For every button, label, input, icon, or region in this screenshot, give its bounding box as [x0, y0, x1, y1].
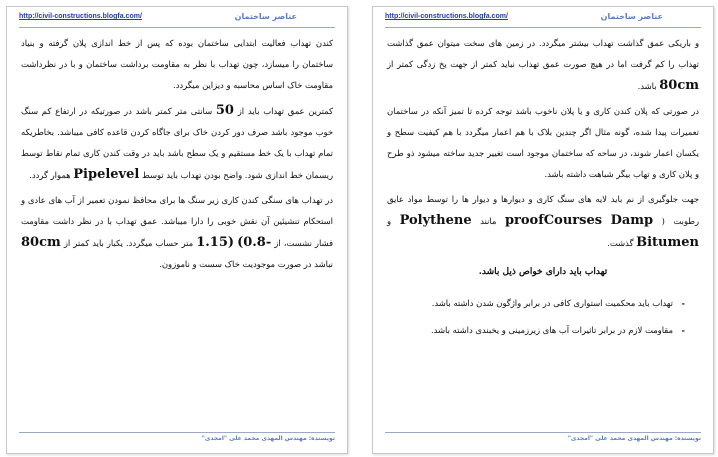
- paragraph-2: کمترین عمق تهداب باید از 50 سانتی متر کمتر باشد در صورتیکه در ارتفاع کم سنگ خوب موجود باشد صرف دور کردن خاک برای جاگاه کردن قاعده کافی میباشد. بخاطریکه تمام تهداب با یک خط مستقیم و یک سطح باشد باید در وقت کندن کاری تمام نقاط توسط ریسمان خط اندازی شود. واضح بودن تهداب باید توسط Pipelevel هموار گردد.: [21, 103, 333, 182]
- term-bitumen: Bitumen: [636, 235, 699, 250]
- min-depth-value: 50: [215, 103, 234, 118]
- header-title: عناصر ساختمان: [234, 12, 297, 21]
- page-header: [19, 13, 335, 28]
- term-pipelevel: Pipelevel: [73, 167, 140, 182]
- paragraph-1: کندن تهداب فعالیت ابتدایی ساختمان بوده که پس از خط اندازی پلان گرفته و بنیاد ساختمان را میسازد، چون تهداب با نظر به مقاومت برداشت ساختمان و با در نظرداشت مقاومت خاک اساس محاسبه و دیزاین میگردد.: [21, 38, 333, 90]
- depth-80cm: 80cm: [659, 78, 699, 93]
- depth-range-start: (0.8-: [237, 235, 272, 250]
- document-page-right: [372, 6, 714, 454]
- footer-author: نویسنده: مهندس المهدی محمد علی "امجدی": [201, 435, 335, 442]
- page-body: [387, 33, 699, 427]
- list-item: - تهداب باید محکمیت استواری کافی در برابر واژگون شدن داشته باشد.: [387, 293, 685, 314]
- paragraph-3: در تهداب های سنگی کندن کاری زیر سنگ ها برای محافظ نمودن تعمیر از آب های عادی و استحکام تنشیئین آن نقش خوبی را دارا میباشد. عمق تهداب با در نظر داشت مقاومت فشار نشست، از (0.8- 1.15) متر حساب میگردد. یکبار باید کمتر از 80cm نباشد در صورت موجودیت خاک سست و ناموزون.: [21, 195, 334, 269]
- section-heading: تهداب باید دارای خواص ذیل باشد.: [478, 267, 608, 277]
- blog-link[interactable]: http://civil-constructions.blogfa.com/: [19, 13, 142, 20]
- header-title: عناصر ساختمان: [600, 12, 663, 21]
- page-header: [385, 13, 701, 28]
- properties-list: [387, 293, 699, 341]
- list-item: - مقاومت لازم در برابر تاثیرات آب های زیرزمینی و یخبندی داشته باشد.: [387, 320, 685, 341]
- page-footer: [19, 432, 335, 447]
- term-damp: Damp: [610, 213, 654, 228]
- paragraph-2: در صورتی که پلان کندن کاری و یا پلان ناخوب باشد توجه کرده تا تمیز آنکه در ساختمان تعمیرات پیدا شده، گونه مثال اگر چندین بلاک با هم اعمار میگردد با هم کیفیت سطح و یکسان اعمار شوند، در ساحه که ساختمان موجود است تغییر جدید ساخته میشود ذو طرح و پلان کاری و تهاب بیگر شباهت داشته باشد.: [387, 106, 699, 179]
- paragraph-1: و باریکی عمق گذاشت تهداب بیشتر میگردد. در زمین های سخت میتوان عمق گذاشت تهداب را کم گرفت اما در هیچ صورت عمق تهداب نباید کمتر از جهت یخ زدگی کمتر از 80cm باشد.: [387, 38, 699, 93]
- page-body: [21, 33, 333, 427]
- document-page-left: [6, 6, 348, 454]
- footer-author: نویسنده: مهندس المهدی محمد علی "امجدی": [567, 435, 701, 442]
- term-polythene: Polythene: [399, 213, 472, 228]
- depth-range-end: 1.15): [196, 235, 235, 250]
- term-proof-courses: proofCourses: [504, 213, 603, 228]
- page-footer: [385, 432, 701, 447]
- blog-link[interactable]: http://civil-constructions.blogfa.com/: [385, 13, 508, 20]
- paragraph-3: جهت جلوگیری از نم باید لایه های سنگ کاری و دیوارها و دیوار ها را توسط مواد عایق رطوبت ( Damp proofCourses مانند Polythene و Bitumen گذشت.: [387, 194, 699, 250]
- depth-80cm: 80cm: [21, 235, 61, 250]
